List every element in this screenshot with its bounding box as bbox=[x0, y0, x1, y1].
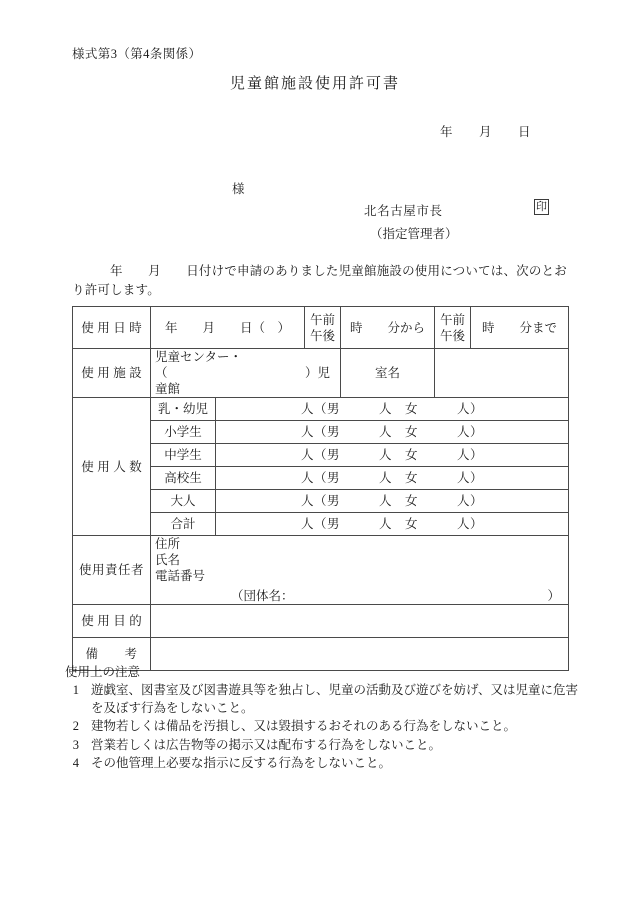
table-row-facility bbox=[73, 349, 569, 398]
permit-details-table bbox=[72, 306, 569, 671]
value-count-elementary[interactable]: 人（男 人 女 人） bbox=[216, 421, 569, 444]
value-count-adult[interactable]: 人（男 人 女 人） bbox=[216, 490, 569, 513]
value-use-date[interactable]: 年 月 日（ ） bbox=[151, 307, 305, 349]
label-address: 住所 bbox=[155, 537, 181, 551]
note-item bbox=[65, 755, 585, 773]
label-category-total: 合計 bbox=[151, 513, 216, 536]
issuer-role: （指定管理者） bbox=[370, 227, 458, 241]
label-category-adult: 大人 bbox=[151, 490, 216, 513]
value-time-end[interactable]: 時 分まで bbox=[471, 307, 569, 349]
note-item bbox=[65, 737, 585, 755]
usage-notes-title: 使用上の注意 bbox=[65, 665, 141, 679]
note-text: 建物若しくは備品を汚損し、又は毀損するおそれのある行為をしないこと。 bbox=[91, 719, 517, 733]
issuer-name: 北名古屋市長 bbox=[364, 204, 443, 218]
label-name: 氏名 bbox=[155, 553, 181, 567]
note-text: 営業若しくは広告物等の掲示又は配布する行為をしないこと。 bbox=[91, 737, 442, 752]
addressee-honorific: 様 bbox=[232, 182, 245, 196]
value-count-total[interactable]: 人（男 人 女 人） bbox=[216, 513, 569, 536]
group-name-field[interactable] bbox=[155, 588, 564, 604]
seal-stamp-box: 印 bbox=[536, 201, 547, 213]
value-ampm-end[interactable]: 午前 午後 bbox=[435, 307, 471, 349]
label-category-highschool: 高校生 bbox=[151, 467, 216, 490]
value-facility[interactable]: 児童センター・（ ）児童館 bbox=[151, 349, 341, 398]
note-number: 4 bbox=[72, 756, 79, 770]
label-category-juniorhigh: 中学生 bbox=[151, 444, 216, 467]
value-responsible-person[interactable] bbox=[151, 536, 569, 605]
label-use-datetime: 使用日時 bbox=[73, 307, 151, 349]
label-use-facility: 使用施設 bbox=[73, 349, 151, 398]
label-use-attendance: 使用人数 bbox=[73, 398, 151, 536]
form-number: 様式第3（第4条関係） bbox=[72, 47, 202, 61]
table-row-attendance-infant bbox=[73, 398, 569, 421]
usage-notes-section bbox=[65, 664, 585, 774]
value-count-infant[interactable]: 人（男 人 女 人） bbox=[216, 398, 569, 421]
issue-date-line: 年 月 日 bbox=[440, 125, 532, 139]
note-text: その他管理上必要な指示に反する行為をしないこと。 bbox=[91, 756, 392, 770]
note-number: 3 bbox=[72, 737, 79, 752]
label-responsible-person: 使用責任者 bbox=[73, 536, 151, 605]
group-name-close-paren: ） bbox=[547, 589, 561, 603]
value-time-start[interactable]: 時 分から bbox=[341, 307, 435, 349]
label-use-purpose: 使用目的 bbox=[73, 605, 151, 638]
table-row-purpose bbox=[73, 605, 569, 638]
label-room-name: 室名 bbox=[341, 349, 435, 398]
label-remarks: 備 考 bbox=[73, 638, 151, 671]
value-count-highschool[interactable]: 人（男 人 女 人） bbox=[216, 467, 569, 490]
label-category-elementary: 小学生 bbox=[151, 421, 216, 444]
note-number: 1 bbox=[72, 683, 79, 697]
permit-statement: 年 月 日付けで申請のありました児童館施設の使用については、次のとおり許可します。 bbox=[72, 264, 567, 297]
note-text: 遊戯室、図書室及び図書遊具等を独占し、児童の活動及び遊びを妨げ、又は児童に危害を及ぼす行為をしないこと。 bbox=[91, 683, 579, 715]
table-row-datetime bbox=[73, 307, 569, 349]
value-count-juniorhigh[interactable]: 人（男 人 女 人） bbox=[216, 444, 569, 467]
label-group-name: （団体名： bbox=[231, 589, 294, 603]
note-item bbox=[65, 682, 585, 717]
value-use-purpose[interactable] bbox=[151, 605, 569, 638]
value-room-name[interactable] bbox=[435, 349, 569, 398]
document-title: 児童館施設使用許可書 bbox=[229, 76, 400, 92]
note-item bbox=[65, 718, 585, 736]
note-number: 2 bbox=[72, 719, 79, 733]
value-ampm-start[interactable]: 午前 午後 bbox=[305, 307, 341, 349]
label-category-infant: 乳・幼児 bbox=[151, 398, 216, 421]
table-row-responsible bbox=[73, 536, 569, 605]
label-phone: 電話番号 bbox=[155, 569, 206, 583]
